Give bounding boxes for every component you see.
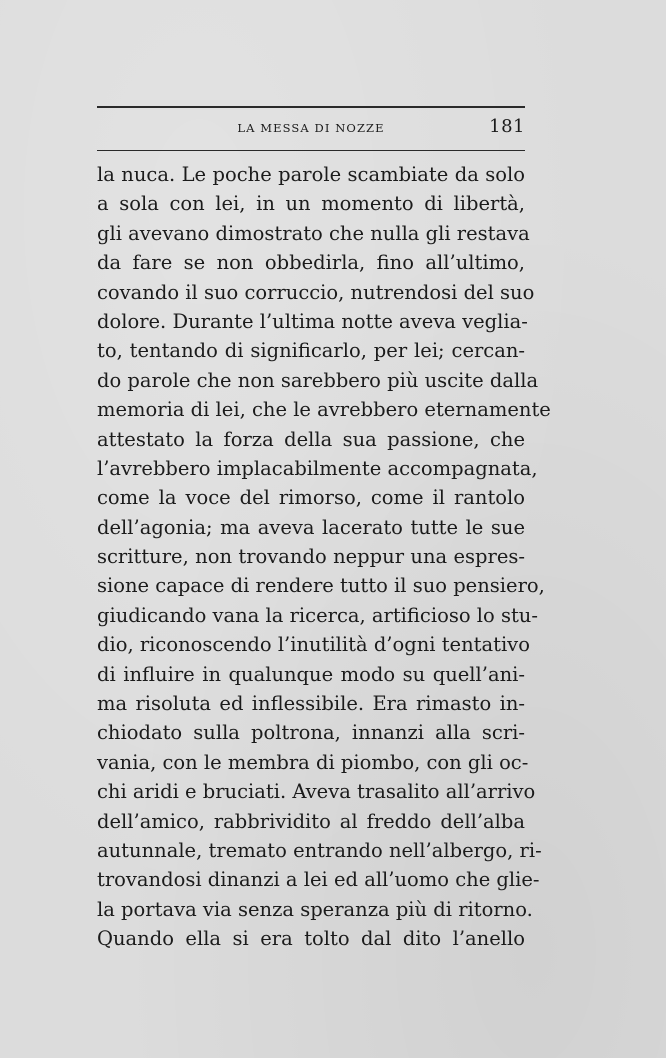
text-line: attestato la forza della sua passione, che [97, 427, 525, 451]
text-line: come la voce del rimorso, come il rantolo [97, 486, 525, 510]
text-line: trovandosi dinanzi a lei ed all’uomo che glie- [97, 868, 540, 892]
text-line: gli avevano dimostrato che nulla gli restava [97, 221, 530, 245]
text-line: giudicando vana la ricerca, artificioso lo stu- [97, 603, 538, 627]
text-line: da fare se non obbedirla, fino all’ultimo, [97, 251, 525, 275]
text-line: chi aridi e bruciati. Aveva trasalito all’arrivo [97, 780, 536, 804]
page-number: 181 [489, 116, 525, 137]
text-line: dell’amico, rabbrividito al freddo dell’alba [97, 809, 525, 833]
text-line: to, tentando di significarlo, per lei; cercan- [97, 339, 525, 363]
text-line: dio, riconoscendo l’inutilità d’ogni tentativo [97, 633, 530, 657]
header-rule-top [97, 106, 525, 108]
text-line: ma risoluta ed inflessibile. Era rimasto in- [97, 692, 525, 716]
text-line: di influire in qualunque modo su quell’ani- [97, 662, 525, 686]
header-rule-bottom [97, 150, 525, 151]
text-line: covando il suo corruccio, nutrendosi del suo [97, 280, 535, 304]
text-line: do parole che non sarebbero più uscite dalla [97, 368, 539, 392]
text-line: dolore. Durante l’ultima notte aveva veglia- [97, 309, 528, 333]
text-line: scritture, non trovando neppur una espres- [97, 545, 525, 569]
text-line: memoria di lei, che le avrebbero eternamente [97, 398, 551, 422]
text-line: chiodato sulla poltrona, innanzi alla scri- [97, 721, 525, 745]
text-line: l’avrebbero implacabilmente accompagnata, [97, 456, 538, 480]
text-line: sione capace di rendere tutto il suo pensiero, [97, 574, 545, 598]
running-title: LA MESSA DI NOZZE [237, 121, 385, 135]
text-line: la portava via senza speranza più di ritorno. [97, 897, 533, 921]
body-text [97, 160, 551, 954]
text-line: vania, con le membra di piombo, con gli oc- [97, 750, 529, 774]
text-line: dell’agonia; ma aveva lacerato tutte le sue [97, 515, 525, 539]
text-line: a sola con lei, in un momento di libertà, [97, 192, 525, 216]
text-line: Quando ella si era tolto dal dito l’anello [97, 927, 525, 951]
text-line: autunnale, tremato entrando nell’albergo, ri- [97, 838, 542, 862]
text-line: la nuca. Le poche parole scambiate da solo [97, 163, 525, 186]
